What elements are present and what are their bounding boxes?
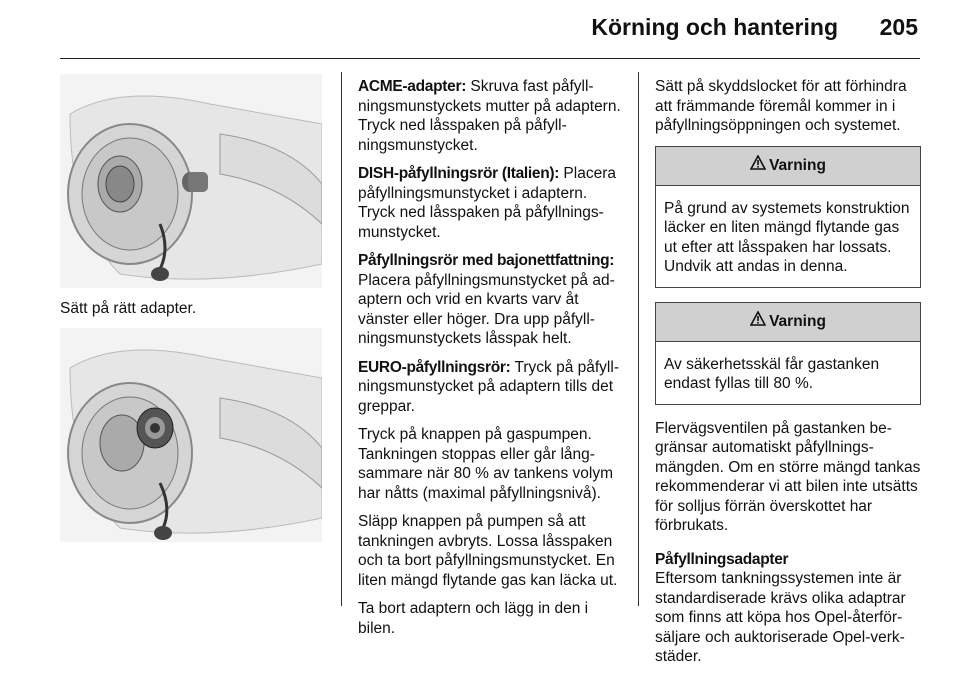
warning-title: Varning xyxy=(769,312,826,330)
dish-paragraph: DISH-påfyllningsrör (Italien): Placera påfyllningsmunstycket i adaptern. Tryck ned låsspaken på påfyllningsmunstycket. xyxy=(358,165,616,241)
page-header xyxy=(0,0,960,60)
fuel-filler-adapter-fitted-illustration xyxy=(60,328,322,542)
column-divider-right xyxy=(638,72,639,606)
header-divider xyxy=(60,58,920,59)
figure-adapter-bottom xyxy=(60,328,322,542)
adapters-heading: Påfyllningsadapter xyxy=(655,550,789,568)
remove-paragraph: Ta bort adaptern och lägg in den i bilen. xyxy=(358,600,589,637)
section-title: Körning och hantering xyxy=(591,14,838,40)
euro-paragraph: EURO-påfyllningsrör: Tryck på påfyllningsmunstycket på adaptern tills det greppar. xyxy=(358,358,619,415)
warning-text: På grund av systemets konstruktion läcker en liten mängd flytande gas ut efter att låsspaken har lossats. Undvik att andas in denna. xyxy=(664,199,910,275)
valve-paragraph: Flervägsventilen på gastanken begränsar automatiskt påfyllningsmängden. Om en större mängd tankas rekommenderar vi att bilen inte utsätts för solljus förrän överskottet har förbrukats. xyxy=(655,419,921,534)
acme-paragraph: ACME-adapter: Skruva fast påfyllningsmunstyckets mutter på adaptern. Tryck ned låsspaken på påfyllningsmunstycket. xyxy=(358,78,621,154)
warning-header xyxy=(656,303,920,342)
warning-triangle-icon xyxy=(750,311,766,332)
adapters-paragraph: Eftersom tankningssystemen inte är standardiserade krävs olika adaptrar som finns att köpa hos Opel-återförsäljare och auktoriserade Opel-verkstäder. xyxy=(655,570,906,665)
bayonet-paragraph: Påfyllningsrör med bajonettfattning: Placera påfyllningsmunstycket på adaptern och vrid en kvarts varv åt vänster eller höger. Dra upp påfyllningsmunstyckets låsspak helt. xyxy=(358,252,615,347)
warning-box-2 xyxy=(655,302,921,405)
column-divider-left xyxy=(341,72,342,606)
intro-paragraph: Sätt på skyddslocket för att förhindra att främmande föremål kommer in i påfyllningsöppningen och systemet. xyxy=(655,78,907,134)
right-column xyxy=(655,77,921,676)
warning-triangle-icon xyxy=(750,155,766,176)
fuel-filler-adapter-illustration xyxy=(60,74,322,288)
warning-header xyxy=(656,147,920,186)
warning-title: Varning xyxy=(769,156,826,174)
release-paragraph: Släpp knappen på pumpen så att tankningen avbryts. Lossa låsspaken och ta bort påfyllningsmunstycket. En liten mängd flytande gas kan läcka ut. xyxy=(358,513,618,589)
warning-text: Av säkerhetsskäl får gastanken endast fyllas till 80 %. xyxy=(664,355,880,392)
figure-adapter-top xyxy=(60,74,322,288)
middle-column xyxy=(358,77,626,647)
page-number: 205 xyxy=(879,14,918,40)
warning-box-1 xyxy=(655,146,921,288)
press-paragraph: Tryck på knappen på gaspumpen. Tankningen stoppas eller går långsammare när 80 % av tankens volym har nåtts (maximal påfyllningsnivå). xyxy=(358,426,613,502)
figure-caption: Sätt på rätt adapter. xyxy=(60,300,197,317)
